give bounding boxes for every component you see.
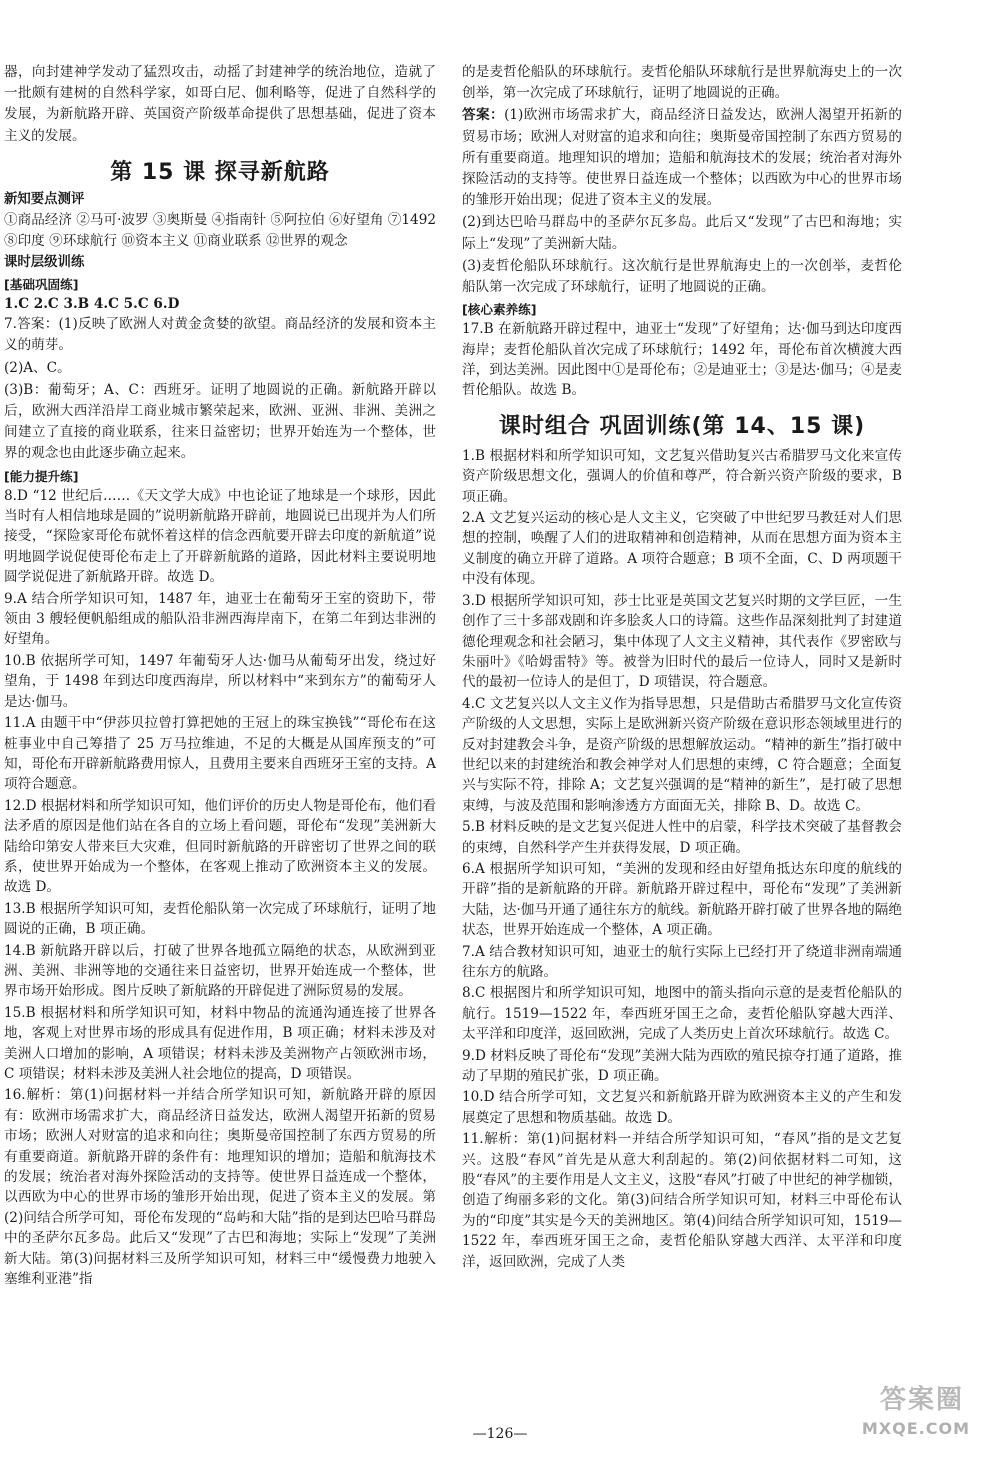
combo-answer-5: 5.B 材料反映的是文艺复兴促进人性中的启蒙，科学技术突破了基督教会的束缚，自然科学产生并获得发展，D 项正确。 — [462, 819, 902, 856]
combo-answer-8: 8.C 根据图片和所学知识可知，地图中的箭头指向示意的是麦哲伦船队的航行。1519—1522 年，奉西班牙国王之命，麦哲伦船队穿越大西洋、太平洋和印度洋，返回欧洲，完成了人类历史上首次环球航行。故选 C。 — [462, 985, 902, 1043]
answer-q8: 8.D “12 世纪后……《天文学大成》中也论证了地球是一个球形，因此当时有人相信地球是圆的”说明新航路开辟前，地圆说已出现并为人们所接受，“探险家哥伦布就怀着这样的信念西航要开辟去印度的新航道”说明地圆学说促使哥伦布走上了开辟新航路的道路，因此材料主要说明地圆学说促进了新航路开辟。故选 D。 — [4, 487, 436, 586]
knowledge-answers: ①商品经济 ②马可·波罗 ③奥斯曼 ④指南针 ⑤阿拉伯 ⑥好望角 ⑦1492 ⑧印度 ⑨环球航行 ⑩资本主义 ⑪商业联系 ⑫世界的观念 — [4, 211, 436, 250]
combo-answer-6: 6.A 根据所学知识可知，“美洲的发现和经由好望角抵达东印度的航线的开辟”指的是新航路的开辟。新航路开辟过程中，哥伦布“发现”了美洲新大陆，达·伽马开通了通往东方的航线。新航路开辟打破了世界各地的隔绝状态，世界开始连成一个整体，A 项正确。 — [462, 860, 902, 939]
answer-q10: 10.B 依据所学可知，1497 年葡萄牙人达·伽马从葡萄牙出发，绕过好望角，于 1498 年到达印度西海岸，所以材料中“来到东方”的葡萄牙人是达·伽马。 — [4, 652, 436, 710]
combo-answer-11: 11.解析：第(1)问据材料一并结合所学知识可知，“春风”指的是文艺复兴。这股“春风”首先是从意大利刮起的。第(2)问依据材料二可知，这股“春风”的主要作用是人文主义，这股“春风”打破了中世纪的神学枷锁，创造了绚丽多彩的文化。第(3)问结合所学知识可知，材料三中哥伦布认为的“印度”其实是今天的美洲地区。第(4)问结合所学知识可知，1519—1522 年，奉西班牙国王之命，麦哲伦船队穿越大西洋、太平洋和印度洋，返回欧洲，完成了人类 — [462, 1131, 902, 1270]
answer-q16-part2: (2)到达巴哈马群岛中的圣萨尔瓦多岛。此后又“发现”了古巴和海地；实际上“发现”了美洲新大陆。 — [462, 214, 902, 252]
answer-q7-part3: (3)B：葡萄牙；A、C：西班牙。证明了地圆说的正确。新航路开辟以后，欧洲大西洋沿岸工商业城市繁荣起来，欧洲、亚洲、非洲、美洲之间建立了直接的商业联系，往来日益密切；世界开始连为一个整体，世界的观念也由此逐步确立起来。 — [4, 381, 436, 462]
answer-q12: 12.D 根据材料和所学知识可知，他们评价的历史人物是哥伦布，他们看法矛盾的原因是他们站在各自的立场上看问题，哥伦布“发现”美洲新大陆给印第安人带来巨大灾难，但同时新航路的开辟密切了世界之间的联系，使世界开始成为一个整体，在客观上推动了欧洲资本主义的发展。故选 D。 — [4, 797, 436, 896]
watermark-logo — [856, 1385, 986, 1452]
answer-q7-part2: (2)A、C。 — [4, 359, 71, 376]
combo-answer-3: 3.D 根据所学知识可知，莎士比亚是英国文艺复兴时期的文学巨匠，一生创作了三十多部戏剧和许多脍炙人口的诗篇。这些作品深刻批判了封建道德伦理观念和社会陋习，集中体现了人文主义精神，其代表作《罗密欧与朱丽叶》《哈姆雷特》等。被誉为旧时代的最后一位诗人，同时又是新时代的最初一位诗人的是但丁，D 项错误，符合题意。 — [462, 592, 902, 691]
section-tiered-training: 课时层级训练 — [4, 255, 85, 271]
answer-q16-part3: (3)麦哲伦船队环球航行。这次航行是世界航海史上的一次创举，麦哲伦船队第一次完成了环球航行，证明了地圆说的正确。 — [462, 257, 902, 296]
right-column — [462, 62, 902, 1273]
basic-answers: 1.C 2.C 3.B 4.C 5.C 6.D — [4, 296, 180, 313]
page-number: —126— — [472, 1426, 528, 1442]
answer-q17: 17.B 在新航路开辟过程中，迪亚士“发现”了好望角；达·伽马到达印度西海岸；麦哲伦船队首次完成了环球航行；1492 年，哥伦布首次横渡大西洋，到达美洲。因此图中①是哥伦布；②是迪亚士；③是达·伽马；④是麦哲伦船队。故选 B。 — [462, 321, 902, 399]
watermark-glyph: 答案圈 — [879, 1385, 964, 1415]
combo-answer-1: 1.B 根据材料和所学知识可知，文艺复兴借助复兴古希腊罗马文化来宣传资产阶级思想文化，强调人的价值和尊严，符合新兴资产阶级的要求，B 项正确。 — [462, 447, 902, 505]
combo-answer-9: 9.D 材料反映了哥伦布“发现”美洲大陆为西欧的殖民掠夺打通了道路，推动了早期的殖民扩张，D 项正确。 — [462, 1047, 902, 1085]
section-new-knowledge: 新知要点测评 — [4, 191, 85, 207]
answer-label: 答案： — [462, 107, 505, 124]
answer-q15: 15.B 根据材料和所学知识可知，材料中物品的流通沟通连接了世界各地，客观上对世界市场的形成具有促进作用，B 项正确；材料未涉及对美洲人口增加的影响，A 项错误；材料未涉及美洲物产占领欧洲市场，C 项错误；材料未涉及美洲人社会地位的提高，D 项错误。 — [4, 1004, 436, 1083]
lesson-15-title: 第 15 课 探寻新航路 — [110, 159, 330, 185]
left-column — [4, 62, 436, 1290]
answer-q16-final — [462, 105, 902, 211]
answer-q16: 16.解析：第(1)问据材料一并结合所学知识可知，新航路开辟的原因有：欧洲市场需求扩大，商品经济日益发达，欧洲人渴望开拓新的贸易市场；欧洲人对财富的追求和向往；奥斯曼帝国控制了东西方贸易的所有重要商道。新航路开辟的条件有：地理知识的增加；造船和航海技术的发展；统治者对海外探险活动的支持等。使世界日益连成一个整体，以西欧为中心的世界市场的雏形开始出现，促进了资本主义的发展。第(2)问结合所学可知，哥伦布发现的“岛屿和大陆”指的是到达巴哈马群岛中的圣萨尔瓦多岛。此后又“发现”了古巴和海地；实际上“发现”了美洲新大陆。第(3)问据材料三及所学知识可知，材料三中“缓慢费力地驶入塞维利亚港”指 — [4, 1087, 436, 1288]
answer-q13: 13.B 根据所学知识可知，麦哲伦船队第一次完成了环球航行，证明了地圆说的正确，B 项正确。 — [4, 900, 436, 938]
combo-answer-10: 10.D 结合所学可知，文艺复兴和新航路开辟为欧洲资本主义的产生和发展奠定了思想和物质基础。故选 D。 — [462, 1089, 902, 1126]
answer-q9: 9.A 结合所学知识可知，1487 年，迪亚士在葡萄牙王室的资助下，带领由 3 艘轻便帆船组成的船队沿非洲西海岸南下，在第二年到达非洲的好望角。 — [4, 590, 436, 648]
combo-answer-2: 2.A 文艺复兴运动的核心是人文主义，它突破了中世纪罗马教廷对人们思想的控制，唤醒了人们的进取精神和创造精神，从而在思想方面为资本主义制度的确立开辟了道路。A 项符合题意；B 项不全面，C、D 两项题干中没有体现。 — [462, 510, 902, 588]
subsection-core: [核心素养练] — [462, 302, 537, 318]
combo-title: 课时组合 巩固训练(第 14、15 课) — [498, 413, 866, 439]
answer-q11: 11.A 由题干中“伊莎贝拉曾打算把她的王冠上的珠宝换钱”“哥伦布在这桩事业中自己筹措了 25 万马拉维迪，不足的大概是从国库预支的”可知，哥伦布开辟新航路费用惊人，且费用主要来自西班牙王室的支持。A 项符合题意。 — [4, 715, 436, 793]
watermark-text: MXQE.COM — [861, 1419, 970, 1438]
combo-answer-4: 4.C 文艺复兴以人文主义作为指导思想，只是借助古希腊罗马文化宣传资产阶级的人文思想，实际上是欧洲新兴资产阶级在意识形态领域里进行的反对封建教会斗争，是资产阶级的思想解放运动。“精神的新生”指打破中世纪以来的封建统治和教会神学对人们思想的束缚，C 符合题意；全面复兴与实际不符，排除 A；文艺复兴强调的是“精神的新生”，是打破了思想束缚，与波及范围和影响渗透方方面面无关，排除 B、D。故选 C。 — [462, 695, 902, 814]
answer-q16-continued: 的是麦哲伦船队的环球航行。麦哲伦船队环球航行是世界航海史上的一次创举，第一次完成了环球航行，证明了地圆说的正确。 — [462, 64, 902, 102]
answer-q16-part1: (1)欧洲市场需求扩大，商品经济日益发达，欧洲人渴望开拓新的贸易市场；欧洲人对财富的追求和向往；奥斯曼帝国控制了东西方贸易的所有重要商道。地理知识的增加；造船和航海技术的发展；统治者对海外探险活动的支持等。使世界日益连成一个整体；以西欧为中心的世界市场的雏形开始出现；促进了资本主义的发展。 — [462, 107, 902, 209]
subsection-basic: [基础巩固练] — [4, 277, 79, 293]
intro-paragraph: 器，向封建神学发动了猛烈攻击，动摇了封建神学的统治地位，造就了一批颇有建树的自然科学家，如哥白尼、伽利略等，促进了自然科学的发展，为新航路开辟、英国资产阶级革命提供了思想基础，促进了资本主义的发展。 — [4, 64, 436, 144]
subsection-ability: [能力提升练] — [4, 468, 79, 484]
combo-answer-7: 7.A 结合教材知识可知，迪亚士的航行实际上已经打开了绕道非洲南端通往东方的航路。 — [462, 943, 902, 981]
answer-q14: 14.B 新航路开辟以后，打破了世界各地孤立隔绝的状态，从欧洲到亚洲、美洲、非洲等地的交通往来日益密切，世界开始连成一个整体，世界市场开始形成。图片反映了新航路的开辟促进了洲际贸易的发展。 — [4, 942, 436, 1000]
answer-q7: 7.答案：(1)反映了欧洲人对黄金贪婪的欲望。商品经济的发展和资本主义的萌芽。 — [4, 316, 436, 354]
